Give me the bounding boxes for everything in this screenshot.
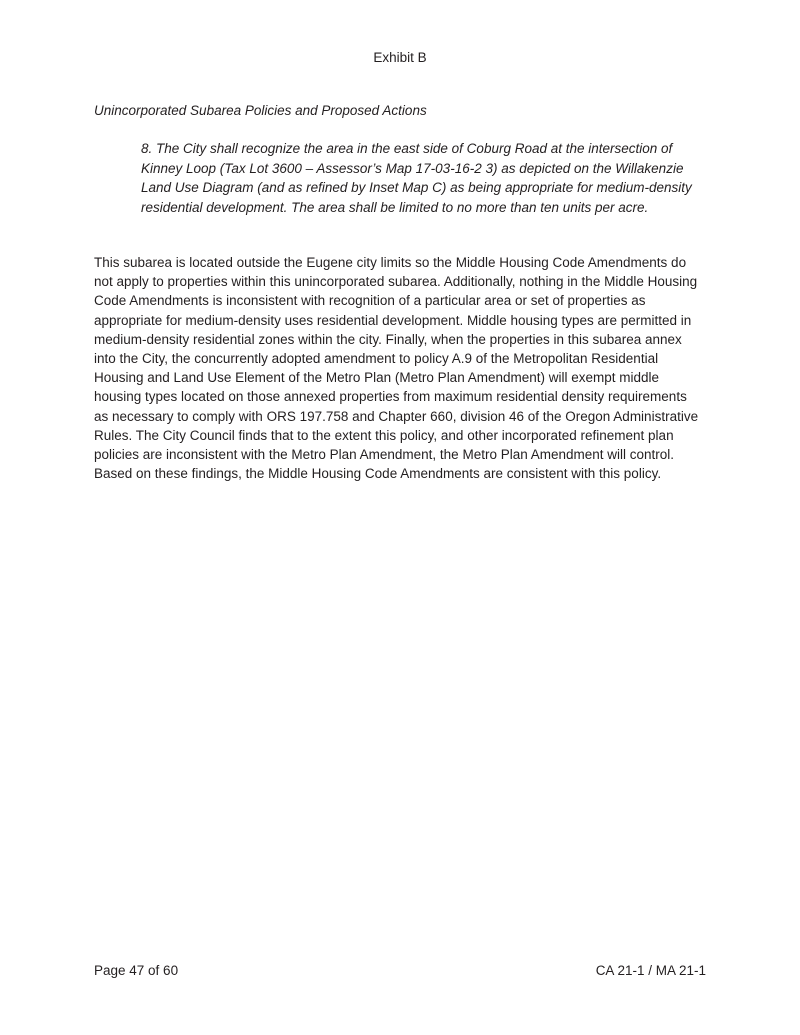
findings-paragraph: This subarea is located outside the Eugene city limits so the Middle Housing Code Amendments do not apply to properties within this unincorporated subarea. Additionally, nothing in the Middle Housing Code Amendments is inconsistent with recognition of a particular area or set of properties as appropriate for medium-density uses residential development. Middle housing types are permitted in medium-density residential zones within the city. Finally, when the properties in this subarea annex into the City, the concurrently adopted amendment to policy A.9 of the Metropolitan Residential Housing and Land Use Element of the Metro Plan (Metro Plan Amendment) will exempt middle housing types located on those annexed properties from maximum residential density requirements as necessary to comply with ORS 197.758 and Chapter 660, division 46 of the Oregon Administrative Rules. The City Council finds that to the extent this policy, and other incorporated refinement plan policies are inconsistent with the Metro Plan Amendment, the Metro Plan Amendment will control. Based on these findings, the Middle Housing Code Amendments are consistent with this policy.	[94, 255, 699, 482]
page-number: Page 47 of 60	[94, 963, 179, 978]
exhibit-title: Exhibit B	[373, 50, 427, 65]
policy-statement: 8. The City shall recognize the area in the east side of Coburg Road at the intersection of Kinney Loop (Tax Lot 3600 – Assessor’s Map 17-03-16-2 3) as depicted on the Willakenzie Land Use Diagram (and as refined by Inset Map C) as being appropriate for medium-density residential development. The area shall be limited to no more than ten units per acre.	[141, 141, 692, 215]
page-footer	[94, 962, 706, 980]
section-heading: Unincorporated Subarea Policies and Proposed Actions	[94, 103, 427, 118]
document-id: CA 21-1 / MA 21-1	[595, 963, 706, 978]
